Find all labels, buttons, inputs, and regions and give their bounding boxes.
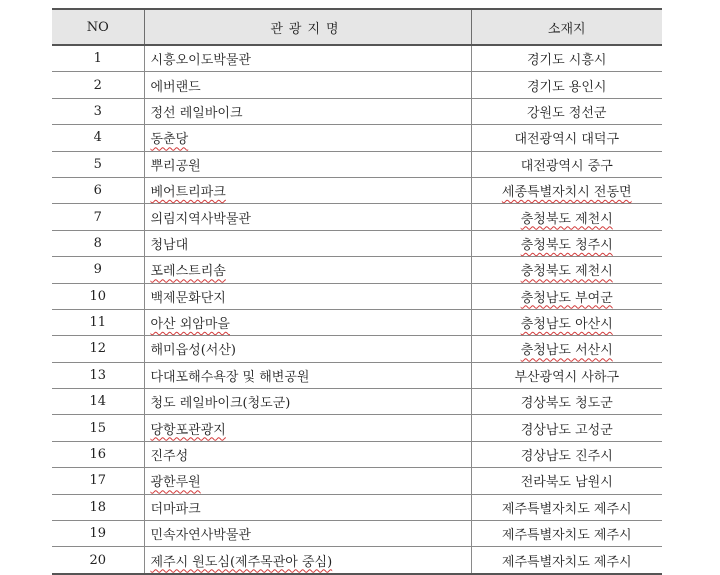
- row-number: [52, 98, 144, 124]
- site-location-text: 전라북도 남원시: [520, 475, 613, 491]
- site-name: [144, 45, 471, 72]
- site-name: [144, 362, 471, 388]
- site-name: [144, 98, 471, 124]
- site-name-text: 아산 외암마을: [150, 317, 230, 333]
- row-number: [52, 521, 144, 547]
- row-number: [52, 415, 144, 441]
- site-location: [471, 45, 662, 72]
- site-location: [471, 494, 662, 520]
- row-number-text: 6: [93, 183, 102, 199]
- site-location-text: 부산광역시 사하구: [514, 369, 620, 385]
- table-row: [52, 468, 662, 494]
- row-number: [52, 468, 144, 494]
- table-row: [52, 441, 662, 467]
- site-location-text: 제주특별자치도 제주시: [501, 554, 632, 570]
- row-number: [52, 125, 144, 151]
- site-location: [471, 441, 662, 467]
- site-location: [471, 177, 662, 203]
- table-row: [52, 521, 662, 547]
- table-row: [52, 125, 662, 151]
- site-location: [471, 336, 662, 362]
- table-row: [52, 362, 662, 388]
- site-location: [471, 257, 662, 283]
- row-number-text: 19: [89, 526, 107, 542]
- site-name-text: 해미읍성(서산): [150, 343, 236, 359]
- site-name: [144, 389, 471, 415]
- table-row: [52, 389, 662, 415]
- site-location-text: 대전광역시 대덕구: [514, 132, 620, 148]
- site-location-text: 경기도 시흥시: [527, 53, 607, 69]
- table-row: [52, 177, 662, 203]
- site-location-text: 세종특별자치시 전동면: [501, 185, 632, 201]
- table-row: [52, 547, 662, 574]
- table-row: [52, 151, 662, 177]
- site-location-text: 강원도 정선군: [527, 105, 607, 121]
- row-number: [52, 441, 144, 467]
- row-number: [52, 72, 144, 98]
- site-location: [471, 151, 662, 177]
- header-site-name: 관광지명: [144, 9, 471, 45]
- row-number-text: 12: [89, 341, 107, 357]
- site-name-text: 제주시 원도심(제주목관아 중심): [150, 554, 333, 570]
- row-number: [52, 309, 144, 335]
- site-name-text: 에버랜드: [150, 79, 201, 95]
- header-no: NO: [52, 9, 144, 45]
- table-row: [52, 309, 662, 335]
- site-name-text: 백제문화단지: [150, 290, 226, 306]
- site-name: [144, 125, 471, 151]
- site-name: [144, 494, 471, 520]
- site-name: [144, 441, 471, 467]
- site-name: [144, 468, 471, 494]
- site-name: [144, 151, 471, 177]
- site-location: [471, 283, 662, 309]
- row-number: [52, 494, 144, 520]
- site-name-text: 뿌리공원: [150, 158, 201, 174]
- row-number-text: 5: [93, 156, 102, 172]
- row-number: [52, 151, 144, 177]
- table-row: [52, 415, 662, 441]
- site-name-text: 포레스트리솜: [150, 264, 226, 280]
- row-number: [52, 230, 144, 256]
- site-location-text: 대전광역시 중구: [520, 158, 613, 174]
- site-location-text: 제주특별자치도 제주시: [501, 528, 632, 544]
- site-location-text: 경기도 용인시: [527, 79, 607, 95]
- row-number: [52, 389, 144, 415]
- site-name-text: 더마파크: [150, 501, 201, 517]
- row-number-text: 10: [89, 288, 107, 304]
- site-location: [471, 98, 662, 124]
- site-name-text: 민속자연사박물관: [150, 528, 251, 544]
- row-number-text: 16: [89, 447, 107, 463]
- row-number-text: 4: [93, 130, 102, 146]
- row-number-text: 3: [93, 103, 102, 119]
- row-number-text: 1: [93, 51, 102, 67]
- table-row: [52, 98, 662, 124]
- site-location-text: 경상남도 진주시: [520, 449, 613, 465]
- site-name-text: 청남대: [150, 237, 189, 253]
- site-location: [471, 389, 662, 415]
- site-location: [471, 309, 662, 335]
- site-name: [144, 257, 471, 283]
- row-number: [52, 257, 144, 283]
- site-name-text: 시흥오이도박물관: [150, 53, 251, 69]
- site-name: [144, 547, 471, 574]
- site-location: [471, 230, 662, 256]
- site-name: [144, 521, 471, 547]
- site-location: [471, 204, 662, 230]
- table-row: [52, 230, 662, 256]
- site-location: [471, 468, 662, 494]
- site-location: [471, 415, 662, 441]
- table-row: [52, 45, 662, 72]
- row-number-text: 2: [93, 77, 102, 93]
- site-name: [144, 283, 471, 309]
- row-number-text: 20: [89, 552, 107, 568]
- table-row: [52, 257, 662, 283]
- site-location-text: 제주특별자치도 제주시: [501, 501, 632, 517]
- row-number: [52, 204, 144, 230]
- row-number-text: 15: [89, 420, 107, 436]
- site-location-text: 충청북도 청주시: [520, 237, 613, 253]
- site-name-text: 의림지역사박물관: [150, 211, 251, 227]
- site-location: [471, 362, 662, 388]
- header-location: 소재지: [471, 9, 662, 45]
- site-location-text: 경상북도 청도군: [520, 396, 613, 412]
- row-number-text: 18: [89, 499, 107, 515]
- row-number-text: 11: [89, 315, 107, 331]
- row-number: [52, 336, 144, 362]
- row-number: [52, 283, 144, 309]
- row-number-text: 17: [89, 473, 107, 489]
- site-name-text: 동춘당: [150, 132, 189, 148]
- table-row: [52, 72, 662, 98]
- tourist-sites-table: [52, 8, 662, 575]
- site-location: [471, 521, 662, 547]
- site-location: [471, 125, 662, 151]
- table-row: [52, 204, 662, 230]
- row-number-text: 13: [89, 367, 107, 383]
- site-name-text: 당항포관광지: [150, 422, 226, 438]
- table-row: [52, 336, 662, 362]
- site-location: [471, 547, 662, 574]
- site-location-text: 충청북도 제천시: [520, 264, 613, 280]
- site-name-text: 다대포해수욕장 및 해변공원: [150, 369, 310, 385]
- site-name-text: 베어트리파크: [150, 185, 226, 201]
- site-name-text: 진주성: [150, 449, 189, 465]
- row-number: [52, 177, 144, 203]
- table-row: [52, 283, 662, 309]
- site-location-text: 충청남도 아산시: [520, 317, 613, 333]
- site-name: [144, 72, 471, 98]
- site-name: [144, 415, 471, 441]
- row-number: [52, 547, 144, 574]
- site-name: [144, 230, 471, 256]
- table-row: [52, 494, 662, 520]
- row-number: [52, 45, 144, 72]
- site-location-text: 충청남도 서산시: [520, 343, 613, 359]
- row-number: [52, 362, 144, 388]
- site-location-text: 경상남도 고성군: [520, 422, 613, 438]
- site-location: [471, 72, 662, 98]
- row-number-text: 9: [93, 262, 102, 278]
- row-number-text: 7: [93, 209, 102, 225]
- site-name: [144, 336, 471, 362]
- site-name-text: 청도 레일바이크(청도군): [150, 396, 291, 412]
- site-location-text: 충청남도 부여군: [520, 290, 613, 306]
- site-name-text: 광한루원: [150, 475, 201, 491]
- site-name-text: 정선 레일바이크: [150, 105, 243, 121]
- table-header-row: [52, 9, 662, 45]
- site-name: [144, 309, 471, 335]
- row-number-text: 8: [93, 235, 102, 251]
- row-number-text: 14: [89, 394, 107, 410]
- site-location-text: 충청북도 제천시: [520, 211, 613, 227]
- site-name: [144, 177, 471, 203]
- site-name: [144, 204, 471, 230]
